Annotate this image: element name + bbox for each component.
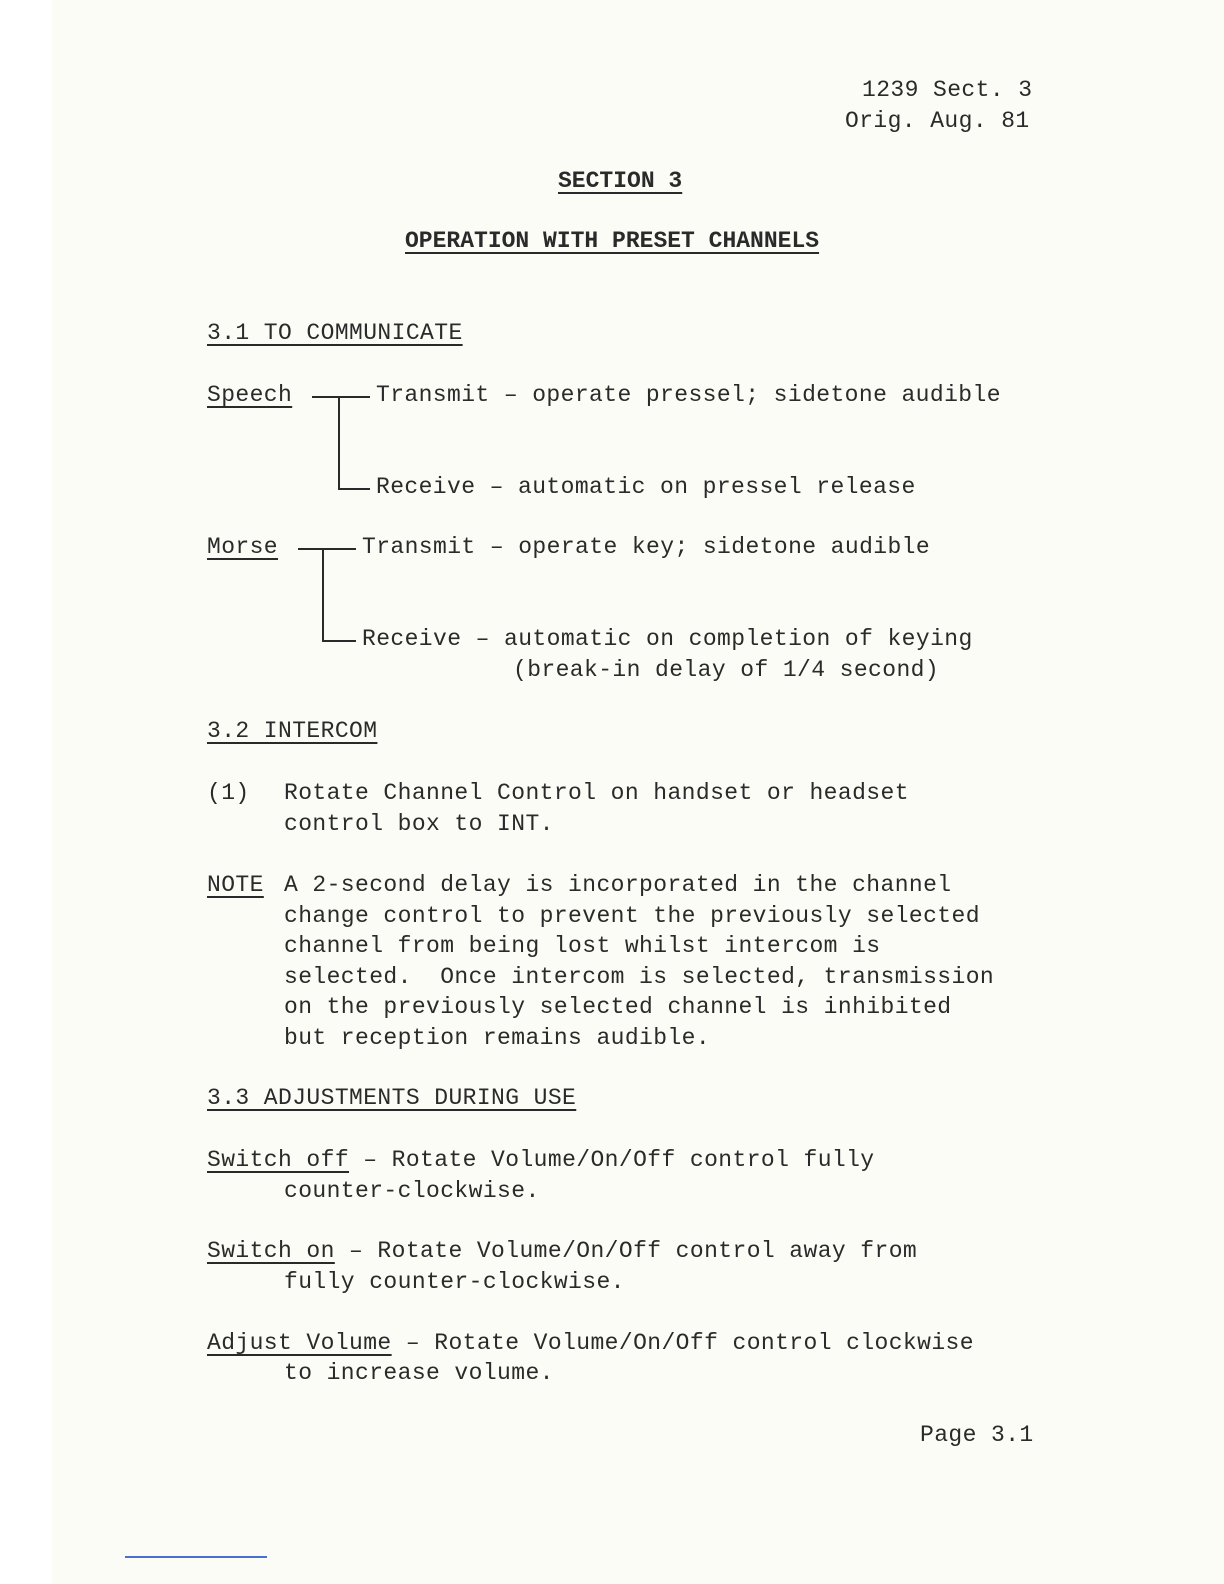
morse-label: Morse <box>207 534 279 560</box>
note-line-4: selected. Once intercom is selected, transmission <box>284 964 995 990</box>
morse-receive: Receive – automatic on completion of keying <box>362 626 973 652</box>
note-line-5: on the previously selected channel is inhibited <box>284 994 952 1020</box>
switch-on-label: Switch on <box>207 1238 335 1264</box>
speech-bracket-bottom <box>338 488 370 490</box>
list-item-number: (1) <box>207 780 250 806</box>
adjust-volume-row <box>207 1328 974 1358</box>
note-line-6: but reception remains audible. <box>284 1025 711 1051</box>
switch-on-row <box>207 1236 917 1266</box>
page-number: Page 3.1 <box>920 1422 1034 1448</box>
morse-transmit: Transmit – operate key; sidetone audible <box>362 534 931 560</box>
speech-label: Speech <box>207 382 293 408</box>
section-subtitle: OPERATION WITH PRESET CHANNELS <box>405 228 820 254</box>
adjust-volume-label: Adjust Volume <box>207 1330 392 1356</box>
switch-on-text: – Rotate Volume/On/Off control away from <box>334 1238 918 1264</box>
adjust-volume-text: – Rotate Volume/On/Off control clockwise <box>391 1330 974 1356</box>
morse-bracket <box>322 548 324 641</box>
doc-reference: 1239 Sect. 3 <box>862 77 1033 103</box>
speech-bracket <box>338 396 340 489</box>
note-line-2: change control to prevent the previously selected <box>284 903 980 929</box>
heading-3-3: 3.3 ADJUSTMENTS DURING USE <box>207 1085 577 1111</box>
note-line-1: A 2-second delay is incorporated in the channel <box>284 872 952 898</box>
list-item-line-2: control box to INT. <box>284 811 554 837</box>
morse-bracket-top <box>298 548 356 550</box>
note-label: NOTE <box>207 872 264 898</box>
heading-3-1: 3.1 TO COMMUNICATE <box>207 320 463 346</box>
speech-bracket-top <box>312 396 370 398</box>
morse-receive-note: (break-in delay of 1/4 second) <box>513 657 940 683</box>
section-title: SECTION 3 <box>558 168 683 194</box>
switch-off-text: – Rotate Volume/On/Off control fully <box>349 1147 875 1173</box>
bottom-rule <box>125 1556 267 1558</box>
switch-off-label: Switch off <box>207 1147 350 1173</box>
list-item-line-1: Rotate Channel Control on handset or headset <box>284 780 909 806</box>
note-line-3: channel from being lost whilst intercom is <box>284 933 881 959</box>
speech-transmit: Transmit – operate pressel; sidetone audible <box>376 382 1001 408</box>
orig-date: Orig. Aug. 81 <box>845 108 1030 134</box>
morse-bracket-bottom <box>322 640 356 642</box>
heading-3-2: 3.2 INTERCOM <box>207 718 378 744</box>
switch-off-row <box>207 1145 875 1175</box>
adjust-volume-line-2: to increase volume. <box>284 1360 554 1386</box>
switch-on-line-2: fully counter-clockwise. <box>284 1269 625 1295</box>
switch-off-line-2: counter-clockwise. <box>284 1178 540 1204</box>
speech-receive: Receive – automatic on pressel release <box>376 474 916 500</box>
